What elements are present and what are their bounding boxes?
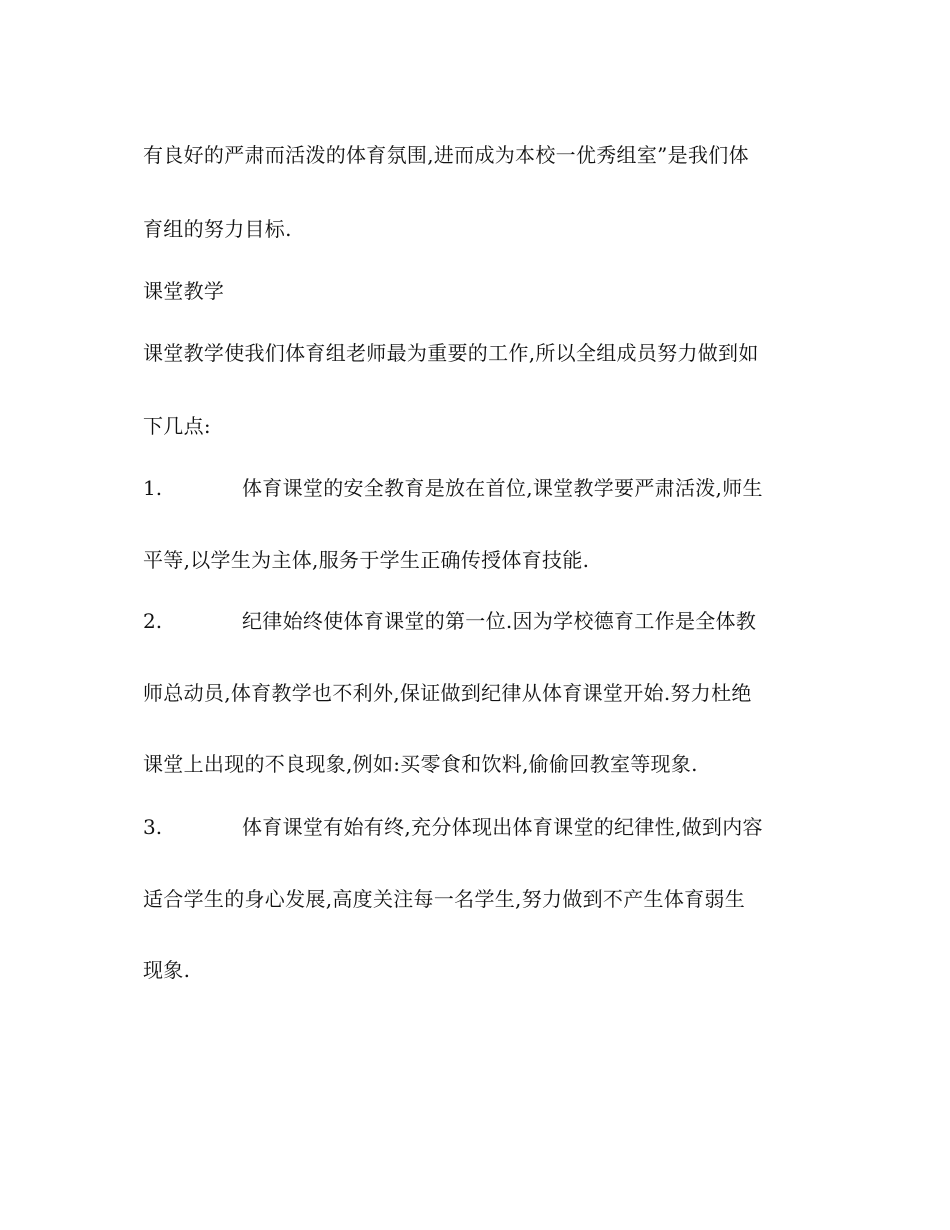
list-item-number: 2. — [143, 609, 163, 633]
list-item-text: 体育课堂的安全教育是放在首位,课堂教学要严肃活泼,师生 — [242, 476, 763, 500]
intro-line-2: 育组的努力目标. — [143, 217, 292, 241]
list-item-text: 现象. — [143, 958, 191, 982]
list-item-text: 体育课堂有始有终,充分体现出体育课堂的纪律性,做到内容 — [242, 815, 763, 839]
list-item-text: 课堂上出现的不良现象,例如:买零食和饮料,偷偷回教室等现象. — [143, 752, 698, 776]
section-heading: 课堂教学 — [143, 279, 225, 303]
list-item-text: 纪律始终使体育课堂的第一位.因为学校德育工作是全体教 — [242, 609, 757, 633]
list-item-text: 平等,以学生为主体,服务于学生正确传授体育技能. — [143, 548, 590, 572]
paragraph-line-1: 课堂教学使我们体育组老师最为重要的工作,所以全组成员努力做到如 — [143, 341, 759, 365]
list-item-number: 3. — [143, 815, 163, 839]
list-item-text: 师总动员,体育教学也不利外,保证做到纪律从体育课堂开始.努力杜绝 — [143, 681, 752, 705]
paragraph-line-2: 下几点: — [143, 414, 211, 438]
list-item-number: 1. — [143, 476, 163, 500]
list-item-text: 适合学生的身心发展,高度关注每一名学生,努力做到不产生体育弱生 — [143, 887, 746, 911]
intro-line-1: 有良好的严肃而活泼的体育氛围,进而成为本校一优秀组室”是我们体 — [143, 143, 749, 167]
